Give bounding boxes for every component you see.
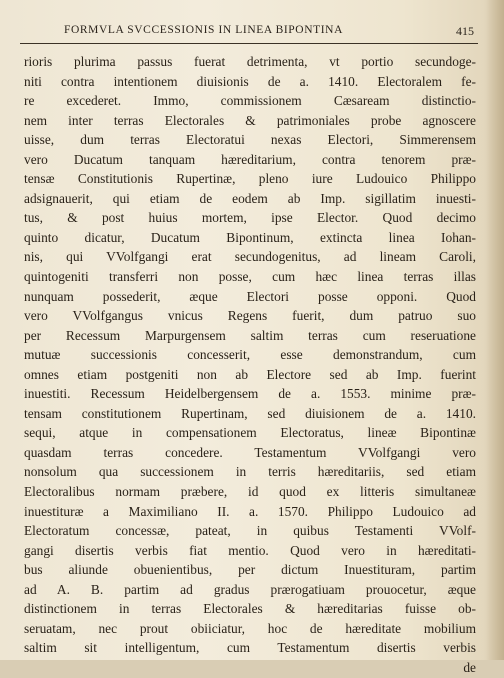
text-line: seruatam, nec prout obiiciatur, hoc de hæreditate mobilium xyxy=(24,620,476,636)
text-line: distinctionem in terras Electorales & hæreditarias fuisse ob- xyxy=(24,601,476,617)
text-line: vero VVolfgangus vnicus Regens fuerit, dum patruo suo xyxy=(24,308,476,324)
text-line: quintogeniti transferri non posse, cum hæc linea terras illas xyxy=(24,269,476,285)
text-line: uisse, dum terras Electoratui nexas Electori, Simmerensem xyxy=(24,132,476,148)
text-line: nis, qui VVolfgangi erat secundogenitus, ad lineam Caroli, xyxy=(24,249,476,265)
text-line: Electoratum concessæ, pateat, in quibus Testamenti VVolf- xyxy=(24,523,476,539)
text-line: bus aliunde obuenientibus, per dictum Inuestituram, partim xyxy=(24,562,476,578)
text-line: ad A. B. partim ad gradus prærogatiuam prouocetur, æque xyxy=(24,581,476,597)
text-line: quasdam terras concedere. Testamentum VVolfgangi vero xyxy=(24,444,476,460)
text-line: sequi, atque in compensationem Electoratus, lineæ Bipontinæ xyxy=(24,425,476,441)
text-line: mutuæ successionis concesserit, esse demonstrandum, cum xyxy=(24,347,476,363)
text-line: rioris plurima passus fuerat detrimenta, vt portio secundoge- xyxy=(24,54,476,69)
text-line: tus, & post huius mortem, ipse Elector. Quod decimo xyxy=(24,210,476,226)
text-line: tensam constitutionem Rupertinam, sed diuisionem de a. 1410. xyxy=(24,405,476,421)
text-line: vero Ducatum tanquam hæreditarium, contra tenorem præ- xyxy=(24,151,476,167)
text-line: re excederet. Immo, commissionem Cæsaream distinctio- xyxy=(24,93,476,109)
text-line: adsignauerit, qui etiam de eodem ab Imp. sigillatim inuesti- xyxy=(24,190,476,206)
text-line: gangi disertis verbis fiat mentio. Quod vero in hæreditati- xyxy=(24,542,476,558)
text-line: per Recessum Marpurgensem saltim terras cum reseruatione xyxy=(24,327,476,343)
page-edge-shadow xyxy=(486,0,504,660)
text-line: inuestiti. Recessum Heidelbergensem de a. 1553. minime præ- xyxy=(24,386,476,402)
text-line: niti contra intentionem diuisionis de a. 1410. Electoralem fe- xyxy=(24,73,476,89)
page-number: 415 xyxy=(456,24,474,38)
header-rule xyxy=(20,43,478,44)
running-head: FORMVLA SVCCESSIONIS IN LINEA BIPONTINA xyxy=(64,24,343,36)
text-line: Electoralibus normam præbere, id quod ex litteris simultaneæ xyxy=(24,484,476,500)
text-line: nem inter terras Electorales & patrimoniales probe agnoscere xyxy=(24,112,476,128)
text-line: de xyxy=(463,659,476,675)
body-text xyxy=(24,52,476,678)
text-line: omnes etiam postgeniti non ab Electore sed ab Imp. fuerint xyxy=(24,366,476,382)
text-line: tensæ Constitutionis Rupertinæ, pleno iure Ludouico Philippo xyxy=(24,171,476,187)
text-line: nunquam possederit, æque Electori posse opponi. Quod xyxy=(24,288,476,304)
text-line: inuestituræ a Maximiliano II. a. 1570. Philippo Ludouico ad xyxy=(24,503,476,519)
text-line: quinto dicatur, Ducatum Bipontinum, extincta linea Iohan- xyxy=(24,229,476,245)
text-line: saltim sit intelligentum, cum Testamentum disertis verbis xyxy=(24,640,476,656)
text-line: nonsolum qua successionem in terris hæreditariis, sed etiam xyxy=(24,464,476,480)
page-header xyxy=(26,24,486,44)
